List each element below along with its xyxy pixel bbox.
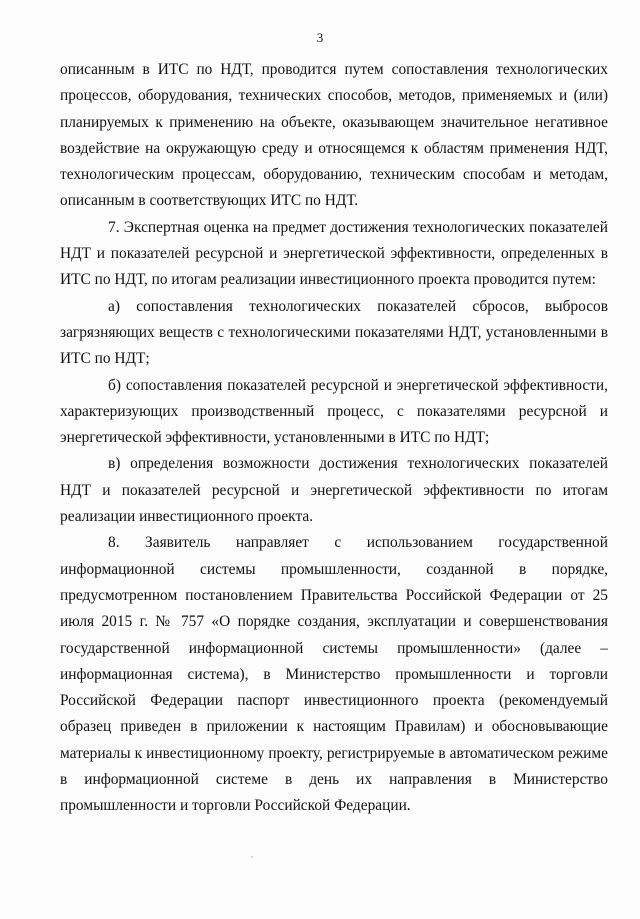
document-body [60,57,608,820]
paragraph-7a: а) сопоставления технологических показателей сбросов, выбросов загрязняющих веществ с технологическими показателями НДТ, установленными в ИТС по НДТ; [60,297,608,368]
paragraph-continuation: описанным в ИТС по НДТ, проводится путем сопоставления технологических процессов, оборудования, технических способов, методов, применяемых и (или) планируемых к применению на объекте, оказывающем значительное негативное воздействие на окружающую среду и относящемся к областям применения НДТ, технологическим процессам, оборудованию, техническим способам и методам, описанным в соответствующих ИТС по НДТ. [60,61,608,210]
paragraph-8: 8. Заявитель направляет с использованием государственной информационной системы промышленности, созданной в порядке, предусмотренном постановлением Правительства Российской Федерации от 25 июля 2015 г. № 757 «О порядке создания, эксплуатации и совершенствования государственной информационной системы промышленности» (далее – информационная система), в Министерство промышленности и торговли Российской Федерации паспорт инвестиционного проекта (рекомендуемый образец приведен в приложении к настоящим Правилам) и обосновывающие материалы к инвестиционному проекту, регистрируемые в автоматическом режиме в информационной системе в день их направления в Министерство промышленности и торговли Российской Федерации. [60,534,608,815]
paragraph-7c: в) определения возможности достижения технологических показателей НДТ и показателей ресурсной и энергетической эффективности по итогам реализации инвестиционного проекта. [60,455,608,526]
page-number: 3 [316,30,324,45]
paragraph-7: 7. Экспертная оценка на предмет достижения технологических показателей НДТ и показателей ресурсной и энергетической эффективности, определенных в ИТС по НДТ, по итогам реализации инвестиционного проекта проводится путем: [60,218,608,289]
paragraph-7b: б) сопоставления показателей ресурсной и энергетической эффективности, характеризующих производственный процесс, с показателями ресурсной и энергетической эффективности, установленными в ИТС по НДТ; [60,376,608,447]
scan-speck [251,856,253,858]
